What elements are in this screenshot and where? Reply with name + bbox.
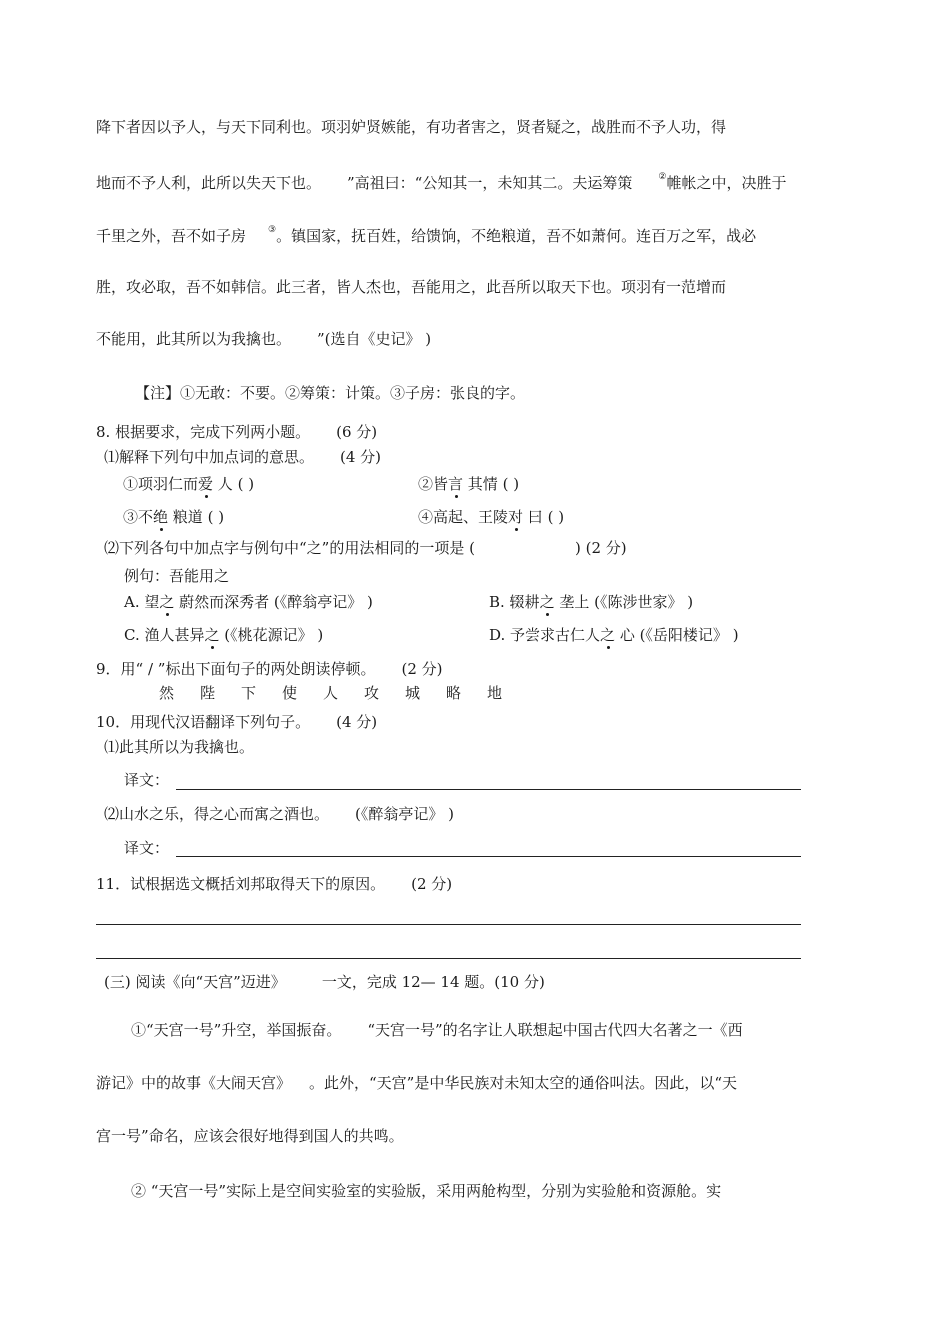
q8-option-c-pre: C. 渔人甚异 bbox=[124, 626, 205, 644]
q8-option-c bbox=[124, 625, 323, 645]
passage-line-5 bbox=[96, 329, 431, 349]
q10-sentence-2 bbox=[104, 804, 454, 824]
passage-note: 【注】①无敢：不要。②筹策：计策。③子房：张良的字。 bbox=[135, 384, 526, 402]
passage-line-3-part-a: 千里之外，吾不如子房 bbox=[96, 227, 247, 245]
q8-score: (6 分) bbox=[336, 423, 378, 441]
q9-char: 使 bbox=[282, 684, 298, 702]
passage-line-2-part-c: 帷帐之中，决胜于 bbox=[666, 174, 787, 192]
passage-line-3-part-b: 。镇国家，抚百姓，给馈饷，不绝粮道，吾不如萧何。连百万之军，战必 bbox=[276, 227, 757, 245]
passage-line-4: 胜，攻必取，吾不如韩信。此三者，皆人杰也，吾能用之，此吾所以取天下也。项羽有一范增而 bbox=[96, 278, 727, 296]
dotted-char: 之 bbox=[159, 593, 175, 611]
section3-heading-b: 一文，完成 12— 14 题。(10 分) bbox=[321, 973, 545, 991]
q9-text: 9．用“ / ”标出下面句子的两处朗读停顿。 bbox=[96, 660, 376, 678]
q8-option-c-post: (《桃花源记》 ) bbox=[219, 626, 324, 644]
q8-sub2-score: ) (2 分) bbox=[574, 539, 627, 557]
dotted-char: 绝 bbox=[153, 508, 169, 526]
q8-sub1 bbox=[104, 447, 381, 467]
dotted-char: 言 bbox=[448, 475, 464, 493]
passage-line-1: 降下者因以予人，与天下同利也。项羽妒贤嫉能，有功者害之，贤者疑之，战胜而不予人功，得 bbox=[96, 118, 727, 136]
section3-p1-line-2 bbox=[96, 1073, 737, 1093]
dotted-char: 之 bbox=[539, 593, 555, 611]
section3-p1-line-3: 宫一号”命名，应该会很好地得到国人的共鸣。 bbox=[96, 1127, 404, 1145]
q10-answer-line-1[interactable] bbox=[176, 789, 801, 790]
q8-option-d-pre: D. 予尝求古仁人 bbox=[489, 626, 601, 644]
q8-option-a bbox=[124, 592, 373, 612]
q10-sentence-2-source: (《醉翁亭记》 ) bbox=[355, 805, 454, 823]
q9-char: 然 bbox=[159, 684, 175, 702]
q9-char: 陛 bbox=[200, 684, 216, 702]
q11-text: 11．试根据选文概括刘邦取得天下的原因。 bbox=[96, 875, 386, 893]
section3-p1-line-1 bbox=[131, 1020, 743, 1040]
footnote-marker-3: ③ bbox=[268, 225, 277, 235]
q11-score: (2 分) bbox=[411, 875, 453, 893]
q10-answer-line-2[interactable] bbox=[176, 856, 801, 857]
q8-item-2 bbox=[418, 474, 519, 494]
passage-line-3 bbox=[96, 223, 756, 246]
passage-line-2 bbox=[96, 170, 786, 193]
q8-option-b-pre: B. 辍耕 bbox=[489, 593, 540, 611]
q8-item-2-pre: ②皆 bbox=[418, 475, 449, 493]
section3-p1-line-2-a: 游记》中的故事《大闹天宫》 bbox=[96, 1074, 292, 1092]
q8-option-a-pre: A. 望 bbox=[124, 593, 160, 611]
q10-answer-label-1: 译文： bbox=[124, 771, 170, 789]
q8-example: 例句：吾能用之 bbox=[124, 567, 230, 585]
q8-sub1-score: (4 分) bbox=[340, 448, 382, 466]
passage-line-2-part-a: 地而不予人利，此所以失天下也。 bbox=[96, 174, 322, 192]
section3-p1-line-2-b: 。此外，“天宫”是中华民族对未知太空的通俗叫法。因此，以“天 bbox=[309, 1074, 738, 1092]
q8-option-d-post: 心 (《岳阳楼记》 ) bbox=[615, 626, 739, 644]
q11-heading bbox=[96, 874, 452, 894]
q8-option-d bbox=[489, 625, 739, 645]
q8-option-b bbox=[489, 592, 693, 612]
passage-line-2-part-b: ”高祖曰：“公知其一，未知其二。夫运筹策 bbox=[347, 174, 633, 192]
q9-char: 攻 bbox=[364, 684, 380, 702]
section3-heading bbox=[104, 972, 545, 992]
q9-char: 下 bbox=[241, 684, 257, 702]
q8-sub2-text: ⑵下列各句中加点字与例句中“之”的用法相同的一项是 ( bbox=[104, 539, 475, 557]
q8-item-3-post: 粮道 ( ) bbox=[168, 508, 225, 526]
q8-item-1-pre: ①项羽仁而 bbox=[123, 475, 199, 493]
q9-char: 略 bbox=[446, 684, 462, 702]
dotted-char: 对 bbox=[508, 508, 524, 526]
q8-item-1-post: 人 ( ) bbox=[213, 475, 255, 493]
q8-sub2 bbox=[104, 538, 627, 558]
q9-score: (2 分) bbox=[401, 660, 443, 678]
q9-sentence bbox=[159, 683, 528, 703]
dotted-char: 之 bbox=[204, 626, 220, 644]
q10-heading bbox=[96, 712, 377, 732]
q8-heading bbox=[96, 422, 377, 442]
dotted-char: 之 bbox=[600, 626, 616, 644]
q8-item-3-pre: ③不 bbox=[123, 508, 154, 526]
q8-item-4-pre: ④高起、王陵 bbox=[418, 508, 509, 526]
q8-item-2-post: 其情 ( ) bbox=[463, 475, 520, 493]
footnote-marker-2: ② bbox=[658, 172, 667, 182]
dotted-char: 爱 bbox=[198, 475, 214, 493]
q9-char: 城 bbox=[405, 684, 421, 702]
q10-answer-label-2: 译文： bbox=[124, 839, 170, 857]
q11-answer-line-2[interactable] bbox=[96, 958, 801, 959]
q8-sub1-text: ⑴解释下列句中加点词的意思。 bbox=[104, 448, 315, 466]
q8-item-4 bbox=[418, 507, 564, 527]
passage-source: ”(选自《史记》 ) bbox=[317, 330, 432, 348]
q10-text: 10．用现代汉语翻译下列句子。 bbox=[96, 713, 311, 731]
q10-sentence-2-text: ⑵山水之乐，得之心而寓之酒也。 bbox=[104, 805, 330, 823]
q8-item-4-post: 曰 ( ) bbox=[523, 508, 565, 526]
q8-item-1 bbox=[123, 474, 254, 494]
q9-heading bbox=[96, 659, 443, 679]
q10-sentence-1: ⑴此其所以为我擒也。 bbox=[104, 738, 255, 756]
passage-line-5-part-a: 不能用，此其所以为我擒也。 bbox=[96, 330, 292, 348]
section3-p1-line-1-b: “天宫一号”的名字让人联想起中国古代四大名著之一《西 bbox=[367, 1021, 743, 1039]
q9-char: 地 bbox=[487, 684, 503, 702]
q8-text: 8. 根据要求，完成下列两小题。 bbox=[96, 423, 311, 441]
section3-heading-a: (三) 阅读《向“天宫”迈进》 bbox=[104, 973, 286, 991]
section3-p2-line-1: ② “天宫一号”实际上是空间实验室的实验版，采用两舱构型，分别为实验舱和资源舱。实 bbox=[131, 1182, 722, 1200]
q8-option-b-post: 垄上 (《陈涉世家》 ) bbox=[554, 593, 694, 611]
q9-char: 人 bbox=[323, 684, 339, 702]
q8-item-3 bbox=[123, 507, 224, 527]
q11-answer-line-1[interactable] bbox=[96, 924, 801, 925]
section3-p1-line-1-a: ①“天宫一号”升空，举国振奋。 bbox=[131, 1021, 342, 1039]
q10-score: (4 分) bbox=[336, 713, 378, 731]
q8-option-a-post: 蔚然而深秀者 (《醉翁亭记》 ) bbox=[174, 593, 373, 611]
